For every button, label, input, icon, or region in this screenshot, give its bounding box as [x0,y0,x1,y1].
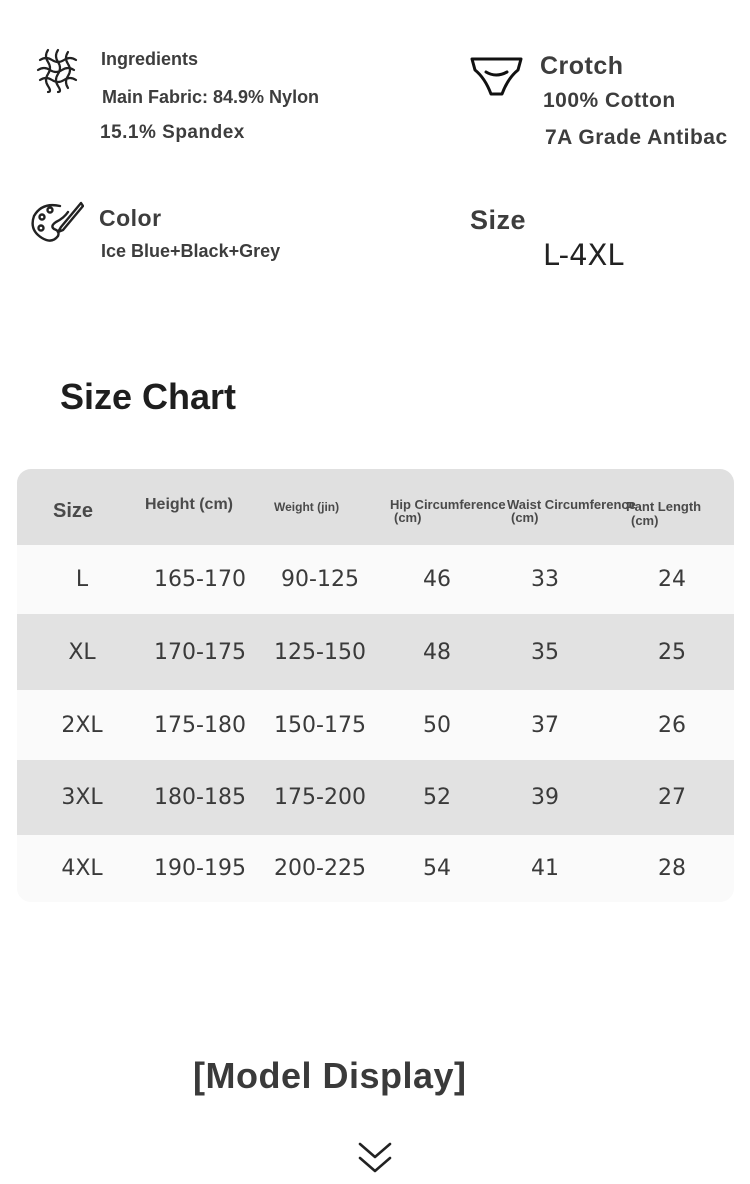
cell-weight: 150-175 [274,712,366,738]
header-hip-label: Hip Circumference [390,497,506,512]
cell-weight: 125-150 [274,639,366,665]
table-row [17,545,734,614]
table-row [17,614,734,690]
table-row [17,835,734,902]
cell-size: XL [68,639,96,665]
color-title: Color [99,205,162,231]
table-row [17,760,734,835]
crotch-antibac: 7A Grade Antibac [545,126,728,149]
cell-waist: 35 [531,639,559,665]
ingredients-spandex: 15.1% Spandex [100,122,245,143]
cell-weight: 175-200 [274,785,366,810]
cell-waist: 41 [531,856,559,881]
crotch-title: Crotch [540,52,624,80]
size-range: L-4XL [543,238,624,272]
cell-pant: 25 [658,639,686,665]
header-weight: Weight (jin) [274,500,340,514]
cell-size: L [75,567,89,592]
model-display-heading: [Model Display] [193,1055,467,1096]
cell-pant: 26 [658,712,686,738]
ingredients-title: Ingredients [101,49,199,69]
fabric-weave-icon [32,46,82,96]
cell-waist: 39 [531,785,559,810]
size-title: Size [470,205,527,235]
header-height: Height (cm) [145,496,233,513]
cell-height: 170-175 [154,639,246,665]
cell-hip: 54 [423,856,451,881]
cell-height: 180-185 [154,785,246,810]
size-chart-heading: Size Chart [60,376,237,417]
cell-size: 2XL [61,712,103,738]
header-pant-unit: (cm) [631,513,659,528]
header-waist-label: Waist Circumference [507,497,636,512]
cell-size: 3XL [61,785,103,810]
cell-hip: 46 [423,567,451,592]
cell-weight: 200-225 [274,856,366,881]
cell-size: 4XL [61,856,103,881]
header-pant-length [626,500,734,528]
color-options: Ice Blue+Black+Grey [101,241,281,261]
cell-height: 190-195 [154,856,246,881]
cell-height: 165-170 [154,567,246,592]
header-pant-label: Pant Length [626,499,702,514]
cell-hip: 50 [423,712,451,738]
table-row [17,690,734,760]
ingredients-main-fabric: Main Fabric: 84.9% Nylon [102,87,320,107]
cell-pant: 28 [658,856,686,881]
table-header-row [17,469,734,545]
cell-waist: 33 [531,567,559,592]
size-chart-table [17,469,734,902]
cell-weight: 90-125 [281,567,359,592]
cell-pant: 24 [658,567,686,592]
cell-pant: 27 [658,785,686,810]
double-chevron-down-icon [357,1140,393,1176]
cell-height: 175-180 [154,712,246,738]
cell-hip: 48 [423,639,451,665]
briefs-icon [470,56,523,98]
header-hip-unit: (cm) [394,510,422,525]
crotch-cotton: 100% Cotton [543,89,676,112]
palette-icon [30,200,84,244]
cell-hip: 52 [423,785,451,810]
cell-waist: 37 [531,712,559,738]
header-size: Size [53,500,94,522]
header-waist-unit: (cm) [511,510,539,525]
